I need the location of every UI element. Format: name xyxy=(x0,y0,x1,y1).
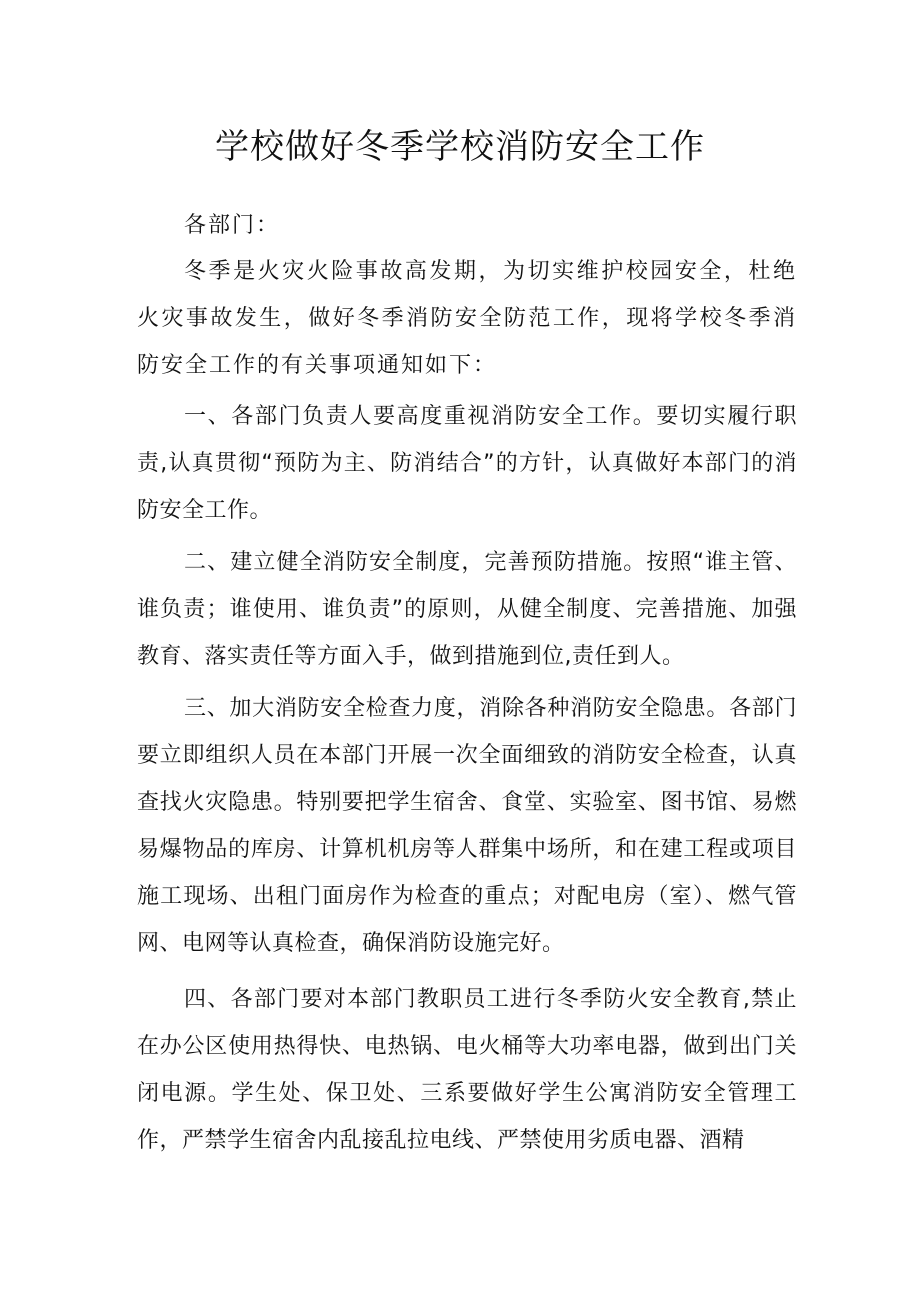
document-title: 学校做好冬季学校消防安全工作 xyxy=(215,127,705,167)
item-one-paragraph: 一、各部门负责人要高度重视消防安全工作。要切实履行职责,认真贯彻“预防为主、防消结合”的方针，认真做好本部门的消防安全工作。 xyxy=(137,404,797,523)
item-four-paragraph: 四、各部门要对本部门教职员工进行冬季防火安全教育,禁止在办公区使用热得快、电热锅、电火桶等大功率电器，做到出门关闭电源。学生处、保卫处、三系要做好学生公寓消防安全管理工作，严禁学生宿舍内乱接乱拉电线、严禁使用劣质电器、酒精 xyxy=(137,987,797,1153)
item-three-paragraph: 三、加大消防安全检查力度，消除各种消防安全隐患。各部门要立即组织人员在本部门开展一次全面细致的消防安全检查，认真查找火灾隐患。特别要把学生宿舍、食堂、实验室、图书馆、易燃易爆物品的库房、计算机机房等人群集中场所，和在建工程或项目施工现场、出租门面房作为检查的重点；对配电房（室）、燃气管网、电网等认真检查，确保消防设施完好。 xyxy=(137,696,797,956)
greeting-line: 各部门： xyxy=(184,213,281,238)
intro-paragraph: 冬季是火灾火险事故高发期，为切实维护校园安全，杜绝火灾事故发生，做好冬季消防安全防范工作，现将学校冬季消防安全工作的有关事项通知如下： xyxy=(137,259,797,378)
item-two-paragraph: 二、建立健全消防安全制度，完善预防措施。按照“谁主管、谁负责；谁使用、谁负责”的原则，从健全制度、完善措施、加强教育、落实责任等方面入手，做到措施到位,责任到人。 xyxy=(137,550,797,669)
